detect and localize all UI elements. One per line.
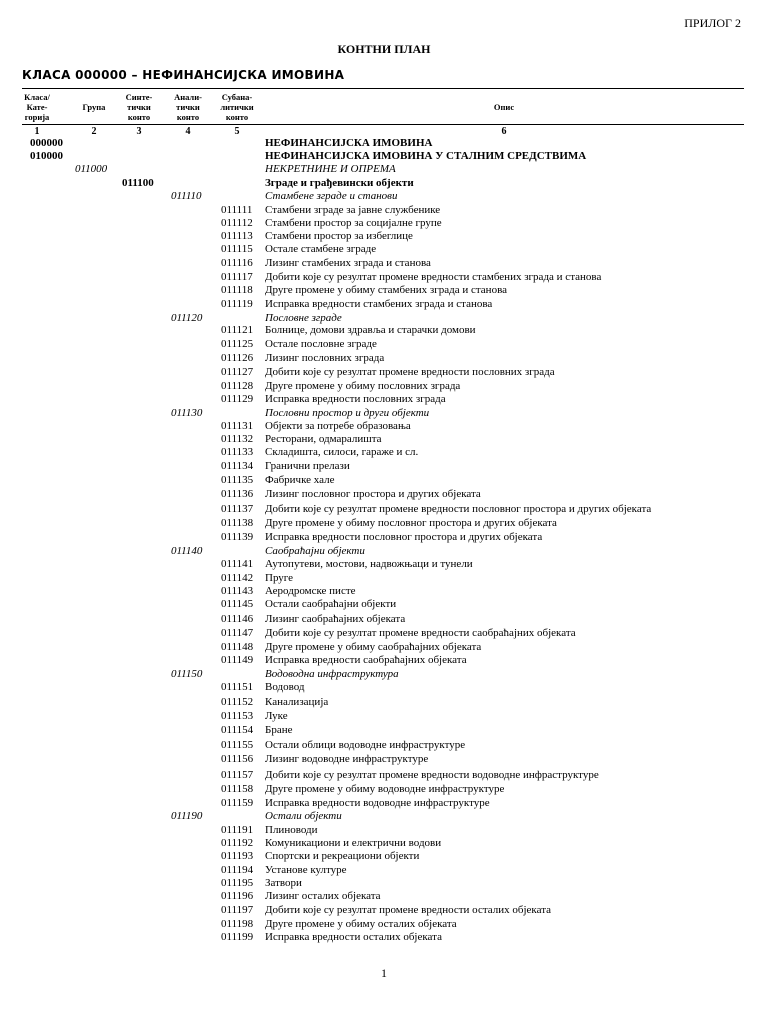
account-code: 011157 <box>221 769 254 781</box>
account-code: 011148 <box>221 641 254 653</box>
table-row <box>0 710 768 723</box>
account-description: Исправка вредности осталих објеката <box>265 931 442 943</box>
table-row <box>0 433 768 446</box>
table-row <box>0 824 768 837</box>
account-description: Лизинг пословног простора и других објеката <box>265 488 481 500</box>
table-row <box>0 190 768 203</box>
table-row <box>0 797 768 810</box>
account-description: Исправка вредности пословних зграда <box>265 393 446 405</box>
table-row <box>0 380 768 393</box>
table-row <box>0 217 768 230</box>
table-row <box>0 696 768 709</box>
account-description: Исправка вредности водоводне инфраструктуре <box>265 797 490 809</box>
col-number: 1 <box>34 126 40 137</box>
table-row <box>0 271 768 284</box>
table-row <box>0 204 768 217</box>
account-description: Добити које су резултат промене вредности водоводне инфраструктуре <box>265 769 599 781</box>
class-title: КЛАСА 000000 – НЕФИНАНСИЈСКА ИМОВИНА <box>22 68 345 82</box>
col-number: 2 <box>91 126 97 137</box>
account-description: Стамбени зграде за јавне службенике <box>265 204 441 216</box>
account-description: Пруге <box>265 572 294 584</box>
account-code: 011138 <box>221 517 254 529</box>
account-code: 011153 <box>221 710 254 722</box>
account-description: Затвори <box>265 877 302 889</box>
table-row <box>0 324 768 337</box>
table-row <box>0 598 768 611</box>
account-code: 011134 <box>221 460 254 472</box>
account-code: 011118 <box>221 284 253 296</box>
account-code: 011132 <box>221 433 254 445</box>
table-top-rule <box>22 88 744 89</box>
header-analytic-account: Анали- тички конто <box>174 92 202 122</box>
account-description: Објекти за потребе образовања <box>265 420 411 432</box>
account-code: 011159 <box>221 797 254 809</box>
account-code: 000000 <box>30 137 63 149</box>
table-row <box>0 257 768 270</box>
table-row <box>0 613 768 626</box>
account-code: 011149 <box>221 654 254 666</box>
account-description: Друге промене у обиму пословних зграда <box>265 380 461 392</box>
account-description: Добити које су резултат промене вредности стамбених зграда и станова <box>265 271 602 283</box>
table-row <box>0 918 768 931</box>
col-number: 3 <box>136 126 142 137</box>
col-number: 5 <box>234 126 240 137</box>
account-description: Добити које су резултат промене вредности осталих објеката <box>265 904 552 916</box>
table-row <box>0 681 768 694</box>
account-code: 011112 <box>221 217 253 229</box>
account-description: Исправка вредности пословног простора и других објеката <box>265 531 543 543</box>
account-code: 011129 <box>221 393 254 405</box>
table-row <box>0 864 768 877</box>
col-number: 4 <box>185 126 191 137</box>
table-row <box>0 460 768 473</box>
account-description: Складишта, силоси, гараже и сл. <box>265 446 419 458</box>
account-code: 011194 <box>221 864 254 876</box>
account-description: Водовод <box>265 681 305 693</box>
account-code: 011158 <box>221 783 254 795</box>
account-description: Друге промене у обиму стамбених зграда и станова <box>265 284 507 296</box>
account-code: 011155 <box>221 739 254 751</box>
table-row <box>0 654 768 667</box>
account-code: 011135 <box>221 474 254 486</box>
table-row <box>0 243 768 256</box>
account-description: Луке <box>265 710 288 722</box>
account-code: 011127 <box>221 366 254 378</box>
account-code: 011136 <box>221 488 254 500</box>
account-description: Пословне зграде <box>265 312 342 324</box>
account-description: Бране <box>265 724 293 736</box>
header-class-category: Класа/ Кате- горија <box>24 92 50 122</box>
account-code: 011199 <box>221 931 254 943</box>
table-row <box>0 904 768 917</box>
account-code: 011131 <box>221 420 254 432</box>
account-description: Добити које су резултат промене вредности пословних зграда <box>265 366 555 378</box>
account-code: 011126 <box>221 352 254 364</box>
table-row <box>0 298 768 311</box>
account-description: Исправка вредности стамбених зграда и станова <box>265 298 493 310</box>
account-code: 011100 <box>122 177 154 189</box>
account-description: Водоводна инфраструктура <box>265 668 399 680</box>
header-bottom-rule <box>22 124 744 125</box>
account-code: 011116 <box>221 257 253 269</box>
account-description: Пословни простор и други објекти <box>265 407 430 419</box>
col-number: 6 <box>501 126 507 137</box>
account-code: 011000 <box>75 163 108 175</box>
table-row <box>0 338 768 351</box>
header-synthetic-account: Синте- тички конто <box>125 92 153 122</box>
account-description: Исправка вредности саобраћајних објеката <box>265 654 467 666</box>
account-description: Стамбени простор за социјалне групе <box>265 217 442 229</box>
table-row <box>0 366 768 379</box>
table-row <box>0 769 768 782</box>
account-description: Лизинг стамбених зграда и станова <box>265 257 431 269</box>
account-code: 011143 <box>221 585 254 597</box>
table-row <box>0 837 768 850</box>
account-code: 011128 <box>221 380 254 392</box>
account-code: 011154 <box>221 724 254 736</box>
table-row <box>0 163 768 176</box>
account-code: 011156 <box>221 753 254 765</box>
account-description: НЕФИНАНСИЈСКА ИМОВИНА <box>265 137 433 149</box>
header-subanalytic-account: Субана- литички конто <box>220 92 254 122</box>
account-code: 011130 <box>171 407 203 419</box>
account-description: Зграде и грађевински објекти <box>265 177 414 189</box>
account-description: Гранични прелази <box>265 460 350 472</box>
account-code: 011197 <box>221 904 254 916</box>
account-description: Остали објекти <box>265 810 342 822</box>
account-description: Остали саобраћајни објекти <box>265 598 397 610</box>
account-description: Друге промене у обиму саобраћајних објеката <box>265 641 482 653</box>
table-row <box>0 488 768 501</box>
table-row <box>0 420 768 433</box>
account-description: Друге промене у обиму пословног простора и других објеката <box>265 517 557 529</box>
table-row <box>0 753 768 766</box>
account-code: 010000 <box>30 150 63 162</box>
table-row <box>0 545 768 558</box>
account-description: Плиноводи <box>265 824 318 836</box>
account-code: 011113 <box>221 230 253 242</box>
table-row <box>0 668 768 681</box>
table-row <box>0 877 768 890</box>
table-row <box>0 517 768 530</box>
header-group: Група <box>82 102 106 112</box>
account-description: Стамбене зграде и станови <box>265 190 398 202</box>
table-row <box>0 585 768 598</box>
table-row <box>0 627 768 640</box>
account-description: Ресторани, одмаралишта <box>265 433 382 445</box>
account-code: 011196 <box>221 890 254 902</box>
table-row <box>0 783 768 796</box>
account-code: 011146 <box>221 613 254 625</box>
account-description: Лизинг пословних зграда <box>265 352 385 364</box>
account-description: Комуникациони и електрични водови <box>265 837 442 849</box>
account-description: Лизинг осталих објеката <box>265 890 381 902</box>
account-code: 011145 <box>221 598 254 610</box>
table-row <box>0 572 768 585</box>
table-row <box>0 850 768 863</box>
table-row <box>0 558 768 571</box>
table-row <box>0 890 768 903</box>
table-row <box>0 531 768 544</box>
table-row <box>0 150 768 163</box>
table-row <box>0 177 768 190</box>
account-description: Друге промене у обиму осталих објеката <box>265 918 457 930</box>
table-row <box>0 137 768 150</box>
annex-label: ПРИЛОГ 2 <box>684 16 741 30</box>
account-description: Стамбени простор за избеглице <box>265 230 413 242</box>
table-row <box>0 352 768 365</box>
account-description: Саобраћајни објекти <box>265 545 365 557</box>
table-row <box>0 641 768 654</box>
account-code: 011191 <box>221 824 254 836</box>
account-description: Аеродромске писте <box>265 585 356 597</box>
account-code: 011133 <box>221 446 254 458</box>
table-row <box>0 474 768 487</box>
account-code: 011139 <box>221 531 254 543</box>
account-code: 011198 <box>221 918 254 930</box>
table-row <box>0 230 768 243</box>
account-code: 011192 <box>221 837 254 849</box>
account-code: 011151 <box>221 681 254 693</box>
account-description: Добити које су резултат промене вредности саобраћајних објеката <box>265 627 576 639</box>
account-description: Остале пословне зграде <box>265 338 377 350</box>
account-description: НЕКРЕТНИНЕ И ОПРЕМА <box>265 163 396 175</box>
table-row <box>0 393 768 406</box>
account-code: 011119 <box>221 298 253 310</box>
account-description: Остале стамбене зграде <box>265 243 377 255</box>
table-row <box>0 724 768 737</box>
account-code: 011141 <box>221 558 254 570</box>
header-description: Опис <box>493 102 515 112</box>
account-code: 011150 <box>171 668 203 680</box>
table-row <box>0 407 768 420</box>
account-code: 011193 <box>221 850 254 862</box>
account-description: Спортски и рекреациони објекти <box>265 850 420 862</box>
account-code: 011121 <box>221 324 254 336</box>
account-code: 011110 <box>171 190 202 202</box>
account-code: 011142 <box>221 572 254 584</box>
account-code: 011125 <box>221 338 254 350</box>
account-description: Лизинг саобраћајних објеката <box>265 613 406 625</box>
account-code: 011195 <box>221 877 254 889</box>
table-row <box>0 503 768 516</box>
account-description: Фабричке хале <box>265 474 335 486</box>
account-description: НЕФИНАНСИЈСКА ИМОВИНА У СТАЛНИМ СРЕДСТВИМА <box>265 150 587 162</box>
account-description: Болнице, домови здравља и старачки домови <box>265 324 476 336</box>
account-description: Лизинг водоводне инфраструктуре <box>265 753 429 765</box>
account-code: 011140 <box>171 545 203 557</box>
account-code: 011147 <box>221 627 254 639</box>
table-row <box>0 739 768 752</box>
account-description: Установе културе <box>265 864 347 876</box>
account-code: 011120 <box>171 312 203 324</box>
account-description: Добити које су резултат промене вредности пословног простора и других објеката <box>265 503 652 515</box>
account-code: 011190 <box>171 810 203 822</box>
account-description: Друге промене у обиму водоводне инфраструктуре <box>265 783 505 795</box>
table-row <box>0 931 768 944</box>
account-code: 011111 <box>221 204 253 216</box>
account-description: Канализација <box>265 696 329 708</box>
table-row <box>0 284 768 297</box>
account-description: Аутопутеви, мостови, надвожњаци и тунели <box>265 558 473 570</box>
table-row <box>0 810 768 823</box>
account-code: 011152 <box>221 696 254 708</box>
account-code: 011115 <box>221 243 253 255</box>
page-title: КОНТНИ ПЛАН <box>337 42 431 56</box>
page-number: 1 <box>381 966 387 980</box>
account-code: 011117 <box>221 271 253 283</box>
table-row <box>0 446 768 459</box>
account-description: Остали облици водоводне инфраструктуре <box>265 739 466 751</box>
account-code: 011137 <box>221 503 254 515</box>
